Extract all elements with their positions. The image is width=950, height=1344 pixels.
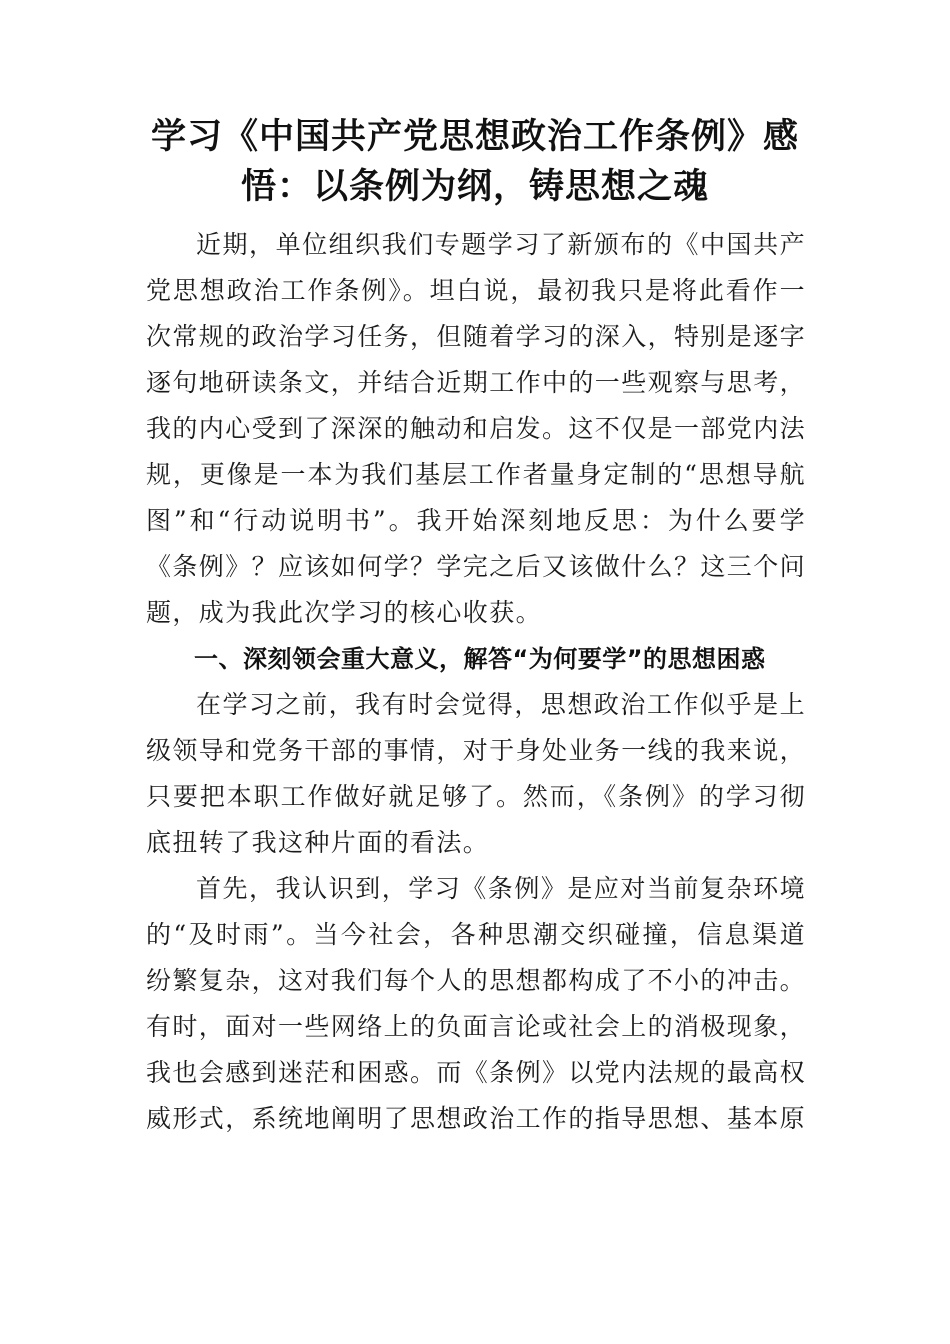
paragraph-intro: 近期，单位组织我们专题学习了新颁布的《中国共产党思想政治工作条例》。坦白说，最初我只是将此看作一次常规的政治学习任务，但随着学习的深入，特别是逐字逐句地研读条文，并结合近期工作中的一些观察与思考，我的内心受到了深深的触动和启发。这不仅是一部党内法规，更像是一本为我们基层工作者量身定制的“思想导航图”和“行动说明书”。我开始深刻地反思：为什么要学《条例》？应该如何学？学完之后又该做什么？这三个问题，成为我此次学习的核心收获。	[146, 230, 807, 627]
title-line-2: 悟：以条例为纲，铸思想之魂	[240, 167, 709, 207]
paragraph-section-1a: 在学习之前，我有时会觉得，思想政治工作似乎是上级领导和党务干部的事情，对于身处业务一线的我来说，只要把本职工作做好就足够了。然而，《条例》的学习彻底扭转了我这种片面的看法。	[146, 690, 807, 857]
title-line-1: 学习《中国共产党思想政治工作条例》感	[150, 117, 799, 157]
document-body	[146, 222, 806, 1142]
paragraph-section-1b: 首先，我认识到，学习《条例》是应对当前复杂环境的“及时雨”。当今社会，各种思潮交织碰撞，信息渠道纷繁复杂，这对我们每个人的思想都构成了不小的冲击。有时，面对一些网络上的负面言论或社会上的消极现象，我也会感到迷茫和困惑。而《条例》以党内法规的最高权威形式，系统地阐明了思想政治工作的指导思想、基本原	[146, 874, 807, 1133]
document-title	[140, 112, 810, 212]
section-heading-1: 一、深刻领会重大意义，解答“为何要学”的思想困惑	[194, 645, 766, 673]
